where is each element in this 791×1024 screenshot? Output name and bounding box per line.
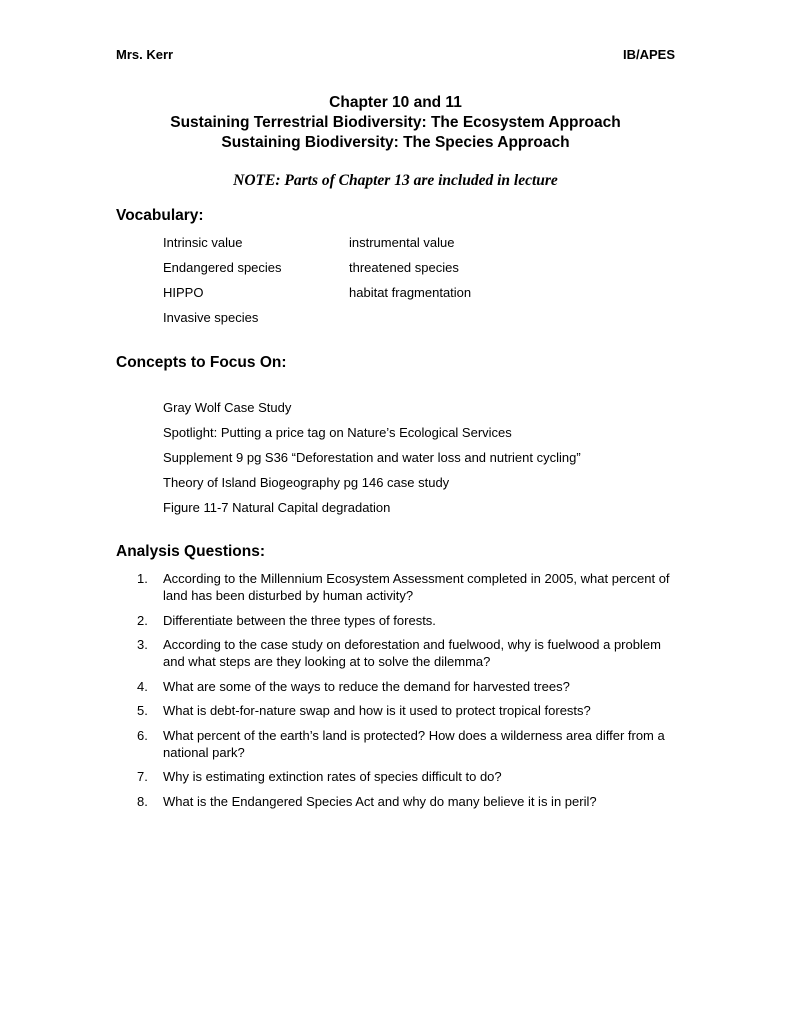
concepts-list bbox=[163, 400, 581, 525]
question-item bbox=[137, 727, 677, 761]
question-text: What is the Endangered Species Act and why do many believe it is in peril? bbox=[163, 793, 597, 809]
vocabulary-list bbox=[163, 235, 471, 335]
question-text: What is debt-for-nature swap and how is it used to protect tropical forests? bbox=[163, 703, 591, 718]
vocab-term: Invasive species bbox=[163, 310, 259, 325]
concept-item: Supplement 9 pg S36 “Deforestation and water loss and nutrient cycling” bbox=[163, 450, 581, 465]
analysis-heading: Analysis Questions: bbox=[116, 543, 266, 560]
subtitle-ecosystem: Sustaining Terrestrial Biodiversity: The Ecosystem Approach bbox=[170, 114, 621, 131]
vocab-term: instrumental value bbox=[349, 235, 455, 250]
concepts-heading: Concepts to Focus On: bbox=[116, 354, 287, 371]
question-text: According to the case study on deforestation and fuelwood, why is fuelwood a problem and what steps are they looking at to solve the dilemma? bbox=[163, 637, 661, 669]
lecture-note: NOTE: Parts of Chapter 13 are included in lecture bbox=[233, 172, 558, 189]
question-item bbox=[137, 678, 677, 695]
concept-item: Spotlight: Putting a price tag on Nature’s Ecological Services bbox=[163, 425, 512, 440]
header-course: IB/APES bbox=[622, 47, 675, 62]
question-item bbox=[137, 793, 677, 810]
question-number: 8. bbox=[137, 793, 148, 809]
question-text: Differentiate between the three types of forests. bbox=[163, 612, 436, 628]
concept-item: Figure 11-7 Natural Capital degradation bbox=[163, 500, 391, 515]
question-number: 4. bbox=[137, 678, 148, 694]
concept-item: Theory of Island Biogeography pg 146 case study bbox=[163, 475, 450, 490]
title-block bbox=[0, 93, 791, 153]
question-number: 6. bbox=[137, 727, 148, 743]
question-text: According to the Millennium Ecosystem Assessment completed in 2005, what percent of land has been disturbed by human activity? bbox=[163, 571, 670, 603]
vocab-row bbox=[163, 235, 471, 260]
question-item bbox=[137, 636, 677, 670]
vocab-row bbox=[163, 260, 471, 285]
question-number: 3. bbox=[137, 637, 148, 652]
vocab-row bbox=[163, 285, 471, 310]
vocab-term: habitat fragmentation bbox=[349, 285, 472, 300]
question-item bbox=[137, 768, 677, 785]
concept-item: Gray Wolf Case Study bbox=[163, 400, 292, 415]
vocab-term: HIPPO bbox=[163, 285, 204, 300]
vocab-term: Intrinsic value bbox=[163, 235, 243, 250]
question-item bbox=[137, 612, 677, 629]
vocab-term: Endangered species bbox=[163, 260, 282, 275]
header-teacher-name: Mrs. Kerr bbox=[116, 47, 174, 62]
question-number: 7. bbox=[137, 769, 148, 784]
question-item bbox=[137, 570, 677, 604]
chapter-title: Chapter 10 and 11 bbox=[329, 94, 462, 111]
question-number: 1. bbox=[137, 571, 148, 586]
question-item bbox=[137, 702, 677, 719]
question-text: What percent of the earth’s land is protected? How does a wilderness area differ from a national park? bbox=[163, 727, 665, 760]
question-text: Why is estimating extinction rates of species difficult to do? bbox=[163, 769, 502, 784]
subtitle-species: Sustaining Biodiversity: The Species Approach bbox=[221, 134, 570, 151]
question-number: 5. bbox=[137, 703, 148, 718]
question-number: 2. bbox=[137, 612, 148, 628]
vocabulary-heading: Vocabulary: bbox=[116, 207, 204, 224]
vocab-term: threatened species bbox=[349, 260, 459, 275]
question-text: What are some of the ways to reduce the demand for harvested trees? bbox=[163, 678, 570, 694]
analysis-questions-list bbox=[137, 570, 677, 817]
vocab-row bbox=[163, 310, 471, 335]
